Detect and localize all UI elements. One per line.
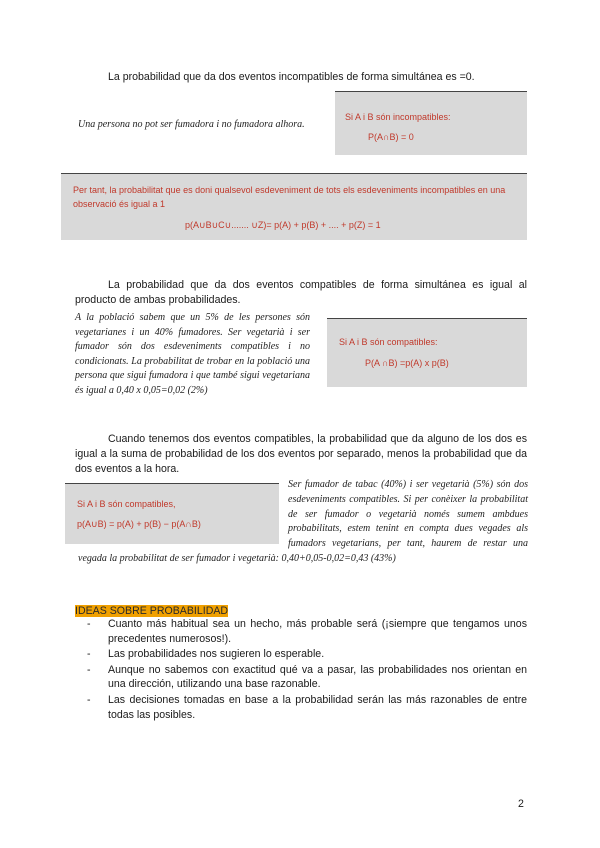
idea-text: Cuanto más habitual sea un hecho, más probable será (¡siempre que tengamos unos precedentes numerosos!). — [108, 618, 527, 645]
incompatible-box-formula: P(A∩B) = 0 — [368, 132, 414, 142]
list-item — [75, 647, 527, 662]
ideas-title: IDEAS SOBRE PROBABILIDAD — [75, 605, 229, 617]
section2-intro: La probabilidad que da dos eventos compatibles de forma simultánea es igual al producto de ambas probabilidades. — [75, 279, 527, 306]
section3-intro: Cuando tenemos dos eventos compatibles, la probabilidad que da alguno de los dos es igual a la suma de probabilidad de los dos eventos por separado, menos la probabilidad que da dos eventos a la hora. — [75, 433, 527, 475]
idea-text: Las probabilidades nos sugieren lo esperable. — [108, 648, 325, 661]
section2-example: A la població sabem que un 5% de les persones són vegetarianes i un 40% fumadores. Ser vegetarià i ser fumador són dos esdeveniments compatibles i no condicionats. La probabilitat de trobar en la població una persona que sigui fumadora i que també sigui vegetariana és igual a 0,40 x 0,05=0,02 (2%) — [75, 312, 310, 396]
bullet-dash-icon: - — [87, 693, 91, 706]
list-item — [75, 663, 527, 692]
bullet-dash-icon: - — [87, 618, 91, 630]
idea-text: Aunque no sabemos con exactitud qué va a pasar, las probabilidades nos orientan en una dirección, utilizando una base razonable. — [108, 663, 527, 691]
incompatible-box — [335, 91, 527, 155]
compatible-product-box — [327, 318, 527, 387]
incompatible-sum-text: Per tant, la probabilitat que es doni qualsevol esdeveniment de tots els esdeveniments incompatibles en una observació és igual a 1 — [73, 185, 506, 209]
incompatible-box-title: Si A i B són incompatibles: — [345, 112, 451, 122]
page-number: 2 — [518, 798, 524, 810]
compatible-sum-title: Si A i B són compatibles, — [77, 499, 176, 509]
section1-intro: La probabilidad que da dos eventos incompatibles de forma simultánea es =0. — [108, 71, 475, 83]
float-spacer — [78, 478, 288, 550]
bullet-dash-icon: - — [87, 663, 91, 676]
list-item — [75, 693, 527, 722]
ideas-list — [75, 617, 527, 722]
incompatible-sum-formula: p(A∪B∪C∪....... ∪Z)= p(A) + p(B) + .... + p(Z) = 1 — [185, 220, 381, 230]
list-item — [75, 617, 527, 646]
ideas-list-container — [75, 617, 527, 723]
idea-text: Las decisiones tomadas en base a la probabilidad serán las más razonables de entre todas las posibles. — [108, 693, 527, 721]
section3-example-text: Ser fumador de tabac (40%) i ser vegetarià (5%) són dos esdeveniments compatibles. Si per conèixer la probabilitat de ser fumador o vegetarià només sumem ambdues probabilitats, estem tenint en compta dues vegades als fumadors vegetarians, per tant, haurem de restar una vegada la probabilitat de ser fumador i vegetarià: 0,40+0,05-0,02=0,43 (43%) — [78, 479, 528, 564]
bullet-dash-icon: - — [87, 648, 91, 661]
compatible-product-title: Si A i B són compatibles: — [339, 337, 438, 347]
incompatible-sum-box — [61, 173, 527, 240]
section3-example — [78, 478, 528, 568]
section1-example: Una persona no pot ser fumadora i no fumadora alhora. — [78, 119, 305, 130]
compatible-sum-formula: p(A∪B) = p(A) + p(B) − p(A∩B) — [77, 519, 201, 529]
compatible-product-formula: P(A ∩B) =p(A) x p(B) — [365, 358, 449, 368]
